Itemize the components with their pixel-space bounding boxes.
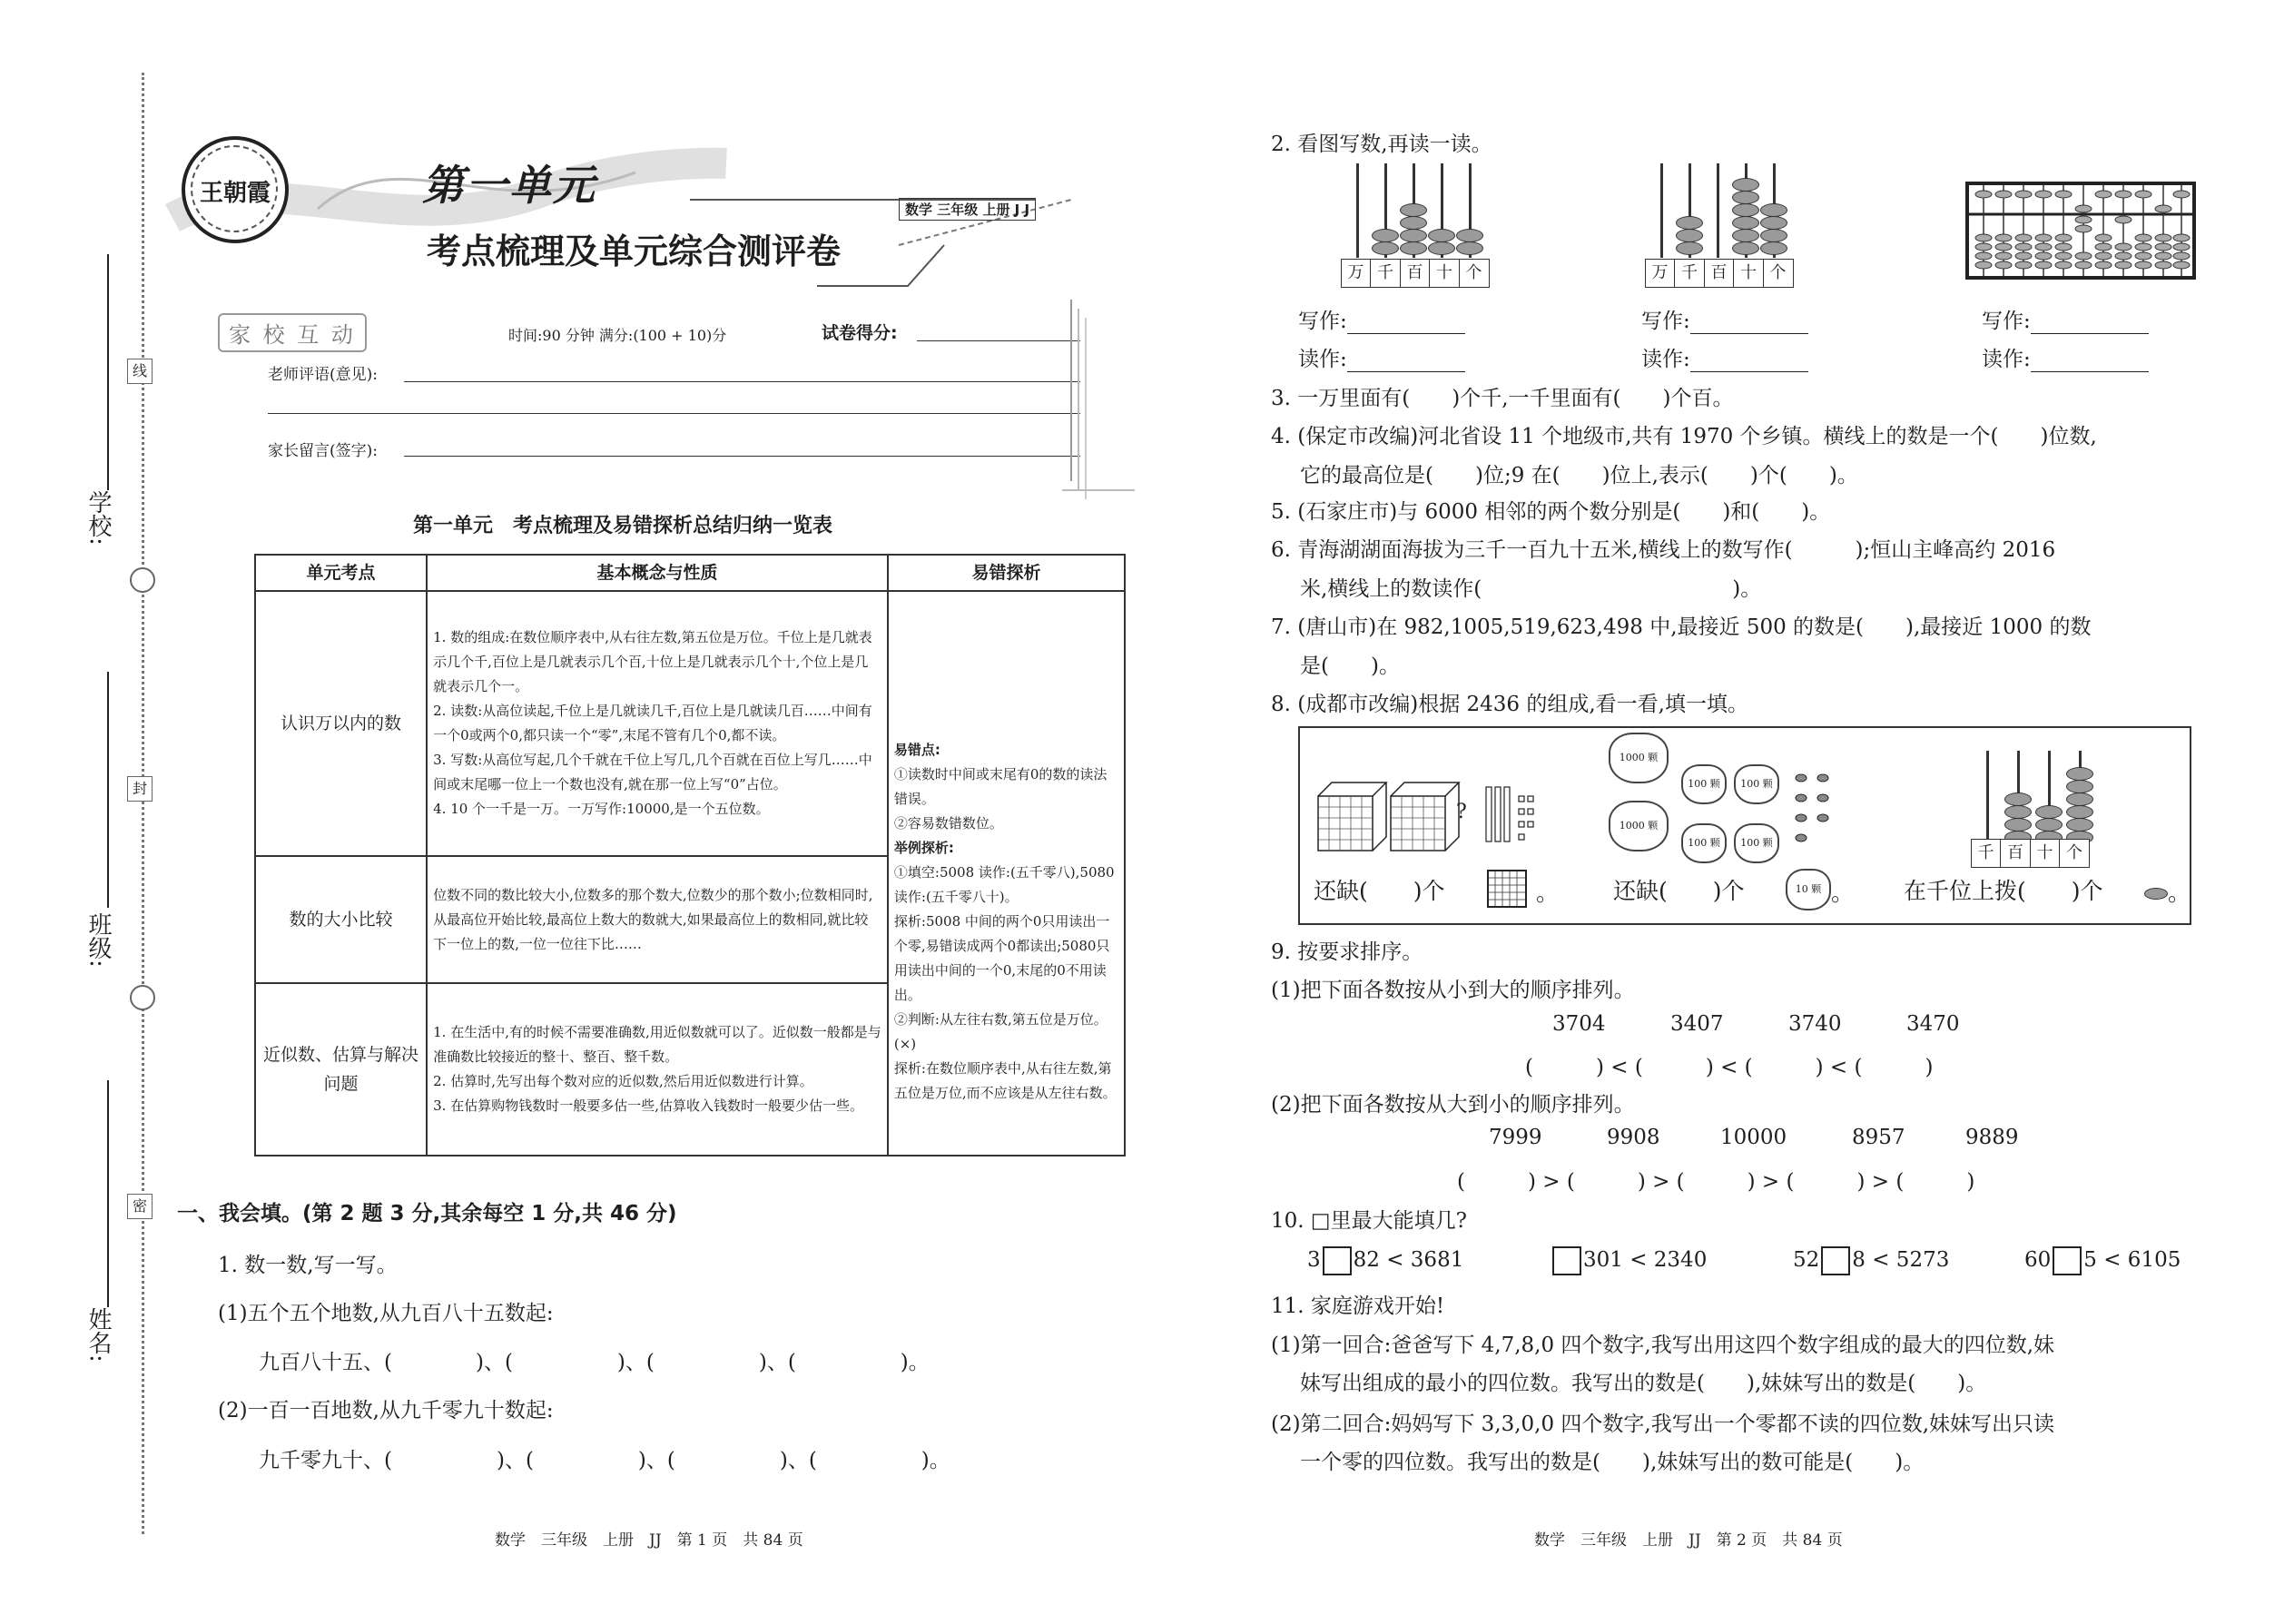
page-title: 考点梳理及单元综合测评卷 — [427, 231, 842, 271]
q8-right-answer — [1904, 873, 2103, 906]
binding-hole — [130, 567, 155, 593]
write-label — [1641, 304, 1808, 334]
content-para: 位数不同的数比较大小,位数多的那个数大,位数少的那个数小;位数相同时,从最高位开始比较,最高位上数大的数就大,如果最高位上的数相同,就比较下一位上的数,一位一位往下比…… — [433, 886, 873, 952]
place-value-row — [1342, 259, 1490, 288]
corner-stripes — [1062, 300, 1144, 499]
q9b-number: 9889 — [1965, 1126, 2019, 1149]
name-line — [107, 1080, 109, 1307]
unit-title: 第一单元 — [422, 161, 596, 210]
question-6-cont: 米,横线上的数读作( )。 — [1300, 577, 1762, 601]
read-text: 读作: — [1982, 348, 2031, 371]
question-11b: (2)第二回合:妈妈写下 3,3,0,0 四个数字,我写出一个零都不读的四位数,妹妹写出只读 — [1271, 1412, 2055, 1436]
exam-time: 时间:90 分钟 满分:(100 + 10)分 — [508, 327, 727, 344]
cut-mark-secret: 密 — [127, 1194, 153, 1219]
content-para: 1. 在生活中,有的时候不需要准确数,用近似数就可以了。近似数一般都是与准确数比较接近的整十、整百、整千数。 — [433, 1024, 881, 1065]
question-8: 8. (成都市改编)根据 2436 的组成,看一看,填一填。 — [1271, 693, 1748, 716]
q9b-number: 7999 — [1489, 1126, 1542, 1149]
question-1a: (1)五个五个地数,从九百八十五数起: — [218, 1302, 554, 1325]
question-6: 6. 青海湖湖面海拔为三千一百九十五米,横线上的数写作( );恒山主峰高约 2016 — [1271, 538, 2056, 562]
page-footer: 数学 三年级 上册 JJ 第 1 页 共 84 页 — [495, 1531, 803, 1550]
bag-1000: 1000 颗 — [1609, 801, 1669, 851]
bag-10: 10 颗 — [1786, 869, 1831, 910]
answer-box[interactable] — [2053, 1246, 2082, 1275]
section-heading: 一、我会填。(第 2 题 3 分,其余每空 1 分,共 46 分) — [177, 1202, 677, 1225]
cut-mark-seal: 封 — [127, 776, 153, 802]
error-para: ①读数时中间或末尾有0的数的读法错误。 — [893, 765, 1108, 807]
question-2: 2. 看图写数,再读一读。 — [1271, 133, 1492, 156]
topic-cell: 认识万以内的数 — [255, 591, 427, 856]
read-label — [1982, 342, 2149, 372]
place-label: 个 — [1763, 259, 1794, 288]
cut-mark-line: 线 — [127, 359, 153, 384]
error-para: ②判断:从左往右数,第五位是万位。 (×) — [893, 1010, 1108, 1052]
q9a-number: 3740 — [1788, 1012, 1842, 1036]
suanpan-abacus — [1965, 182, 2197, 281]
q9b-number: 8957 — [1852, 1126, 1905, 1149]
teacher-line — [404, 381, 1080, 382]
question-9b: (2)把下面各数按从大到小的顺序排列。 — [1271, 1093, 1635, 1117]
write-text: 写作: — [1982, 310, 2031, 333]
place-label: 百 — [1704, 259, 1735, 288]
class-line — [107, 672, 109, 908]
read-label — [1641, 342, 1808, 372]
series-badge: 数学 三年级 上册 J J — [899, 198, 1036, 221]
abacus-3 — [1972, 751, 2108, 851]
q9a-number: 3407 — [1670, 1012, 1724, 1036]
parent-label: 家长留言(签字): — [268, 442, 378, 460]
place-label: 千 — [1971, 839, 2002, 868]
question-3: 3. 一万里面有( )个千,一千里面有( )个百。 — [1271, 387, 1734, 410]
question-9a: (1)把下面各数按从小到大的顺序排列。 — [1271, 979, 1635, 1002]
place-label: 千 — [1370, 259, 1401, 288]
school-line — [107, 254, 109, 490]
score-line — [917, 340, 1080, 341]
bag-100: 100 颗 — [1734, 823, 1779, 863]
bag-100: 100 颗 — [1734, 764, 1779, 804]
q9a-number: 3470 — [1906, 1012, 1960, 1036]
q9b-number: 10000 — [1720, 1126, 1787, 1149]
answer-box[interactable] — [1323, 1246, 1352, 1275]
write-label — [1982, 304, 2149, 334]
q8-left-answer — [1314, 873, 1445, 906]
answer-box[interactable] — [1821, 1246, 1850, 1275]
question-7-cont: 是( )。 — [1300, 655, 1400, 678]
q10-item: 52 8 < 5273 — [1793, 1246, 1949, 1275]
bag-1000: 1000 颗 — [1609, 733, 1669, 783]
place-label: 个 — [1459, 259, 1490, 288]
q8-figure: ? 还缺( )个 。 1000 颗 1000 颗 100 颗 100 颗 100 颗 100 颗 还缺( )个 10 颗 。 千 百 十 个 在千位上拨( )个 。 — [1298, 726, 2191, 925]
content-para: 3. 写数:从高位写起,几个千就在千位上写几,几个百就在百位上写几……中间或末尾哪一位上一个数也没有,就在那一位上写“0”占位。 — [433, 752, 872, 792]
table-row — [255, 591, 1125, 856]
place-label: 十 — [1429, 259, 1460, 288]
error-para: 易错点: — [893, 741, 940, 758]
q9a-answer: ( ) < ( ) < ( ) < ( ) — [1525, 1056, 1934, 1079]
question-10: 10. □里最大能填几? — [1271, 1209, 1467, 1233]
read-text: 读作: — [1641, 348, 1690, 371]
teacher-line — [268, 413, 1080, 414]
question-9: 9. 按要求排序。 — [1271, 940, 1423, 964]
q8-question-mark: ? — [1456, 801, 1467, 823]
q10-item: 301 < 2340 — [1551, 1246, 1707, 1275]
place-value-row — [1972, 839, 2090, 868]
question-11a: (1)第一回合:爸爸写下 4,7,8,0 四个数字,我写出用这四个数字组成的最大的四位数,妹 — [1271, 1334, 2055, 1357]
place-label: 万 — [1341, 259, 1372, 288]
answer-1a: 九百八十五、( )、( )、( )、( )。 — [259, 1351, 930, 1374]
class-label: 班级: — [84, 912, 112, 968]
q10-item: 60 5 < 6105 — [2024, 1246, 2181, 1275]
error-para: 举例探析: — [893, 839, 954, 856]
table-header: 单元考点 — [255, 555, 427, 591]
summary-title: 第一单元 考点梳理及易错探析总结归纳一览表 — [413, 515, 833, 537]
answer-box[interactable] — [1552, 1246, 1581, 1275]
question-1b: (2)一百一百地数,从九千零九十数起: — [218, 1399, 554, 1422]
question-1: 1. 数一数,写一写。 — [218, 1254, 398, 1277]
binding-dotted-line — [142, 73, 144, 1534]
content-para: 2. 读数:从高位读起,千位上是几就读几千,百位上是几就读几百……中间有一个0或两个0,都只读一个“零”,末尾不管有几个0,都不读。 — [433, 703, 872, 743]
q9b-answer: ( ) > ( ) > ( ) > ( ) > ( ) — [1457, 1170, 1975, 1194]
place-label: 十 — [1733, 259, 1764, 288]
error-para: 探析:5008 中间的两个0只用读出一个零,易错读成两个0都读出;5080只用读出中间的一个0,末尾的0不用读出。 — [893, 912, 1110, 1003]
question-11: 11. 家庭游戏开始! — [1271, 1294, 1445, 1318]
parent-line — [404, 456, 1080, 457]
place-label: 百 — [1400, 259, 1431, 288]
error-para: 探析:在数位顺序表中,从右往左数,第五位是万位,而不应该是从左往右数。 — [893, 1059, 1117, 1101]
error-para: ①填空:5008 读作:(五千零八),5080 读作:(五千零八十)。 — [893, 863, 1115, 905]
answer-1b: 九千零九十、( )、( )、( )、( )。 — [259, 1449, 950, 1472]
q8-left-text: 还缺( )个 — [1314, 878, 1445, 904]
place-label: 个 — [2059, 839, 2090, 868]
q8-mid-text: 还缺( )个 — [1613, 878, 1745, 904]
content-para: 3. 在估算购物钱数时一般要多估一些,估算收入钱数时一般要少估一些。 — [433, 1097, 863, 1114]
question-7: 7. (唐山市)在 982,1005,519,623,498 中,最接近 500 的数是( ),最接近 1000 的数 — [1271, 615, 2092, 639]
place-label: 千 — [1674, 259, 1705, 288]
read-text: 读作: — [1298, 348, 1347, 371]
question-4-cont: 它的最高位是( )位;9 在( )位上,表示( )个( )。 — [1300, 464, 1858, 487]
topic-cell: 近似数、估算与解决问题 — [255, 983, 427, 1156]
q8-right-text: 在千位上拨( )个 — [1904, 878, 2103, 904]
logo — [182, 136, 289, 243]
place-value-row — [1646, 259, 1794, 288]
teacher-label: 老师评语(意见): — [268, 366, 378, 384]
place-label: 十 — [2030, 839, 2061, 868]
content-para: 4. 10 个一千是一万。一万写作:10000,是一个五位数。 — [433, 801, 770, 817]
content-cell — [427, 856, 888, 983]
score-label: 试卷得分: — [822, 323, 898, 343]
read-label — [1298, 342, 1465, 372]
school-label: 学校: — [84, 490, 112, 546]
write-text: 写作: — [1641, 310, 1690, 333]
topic-cell: 数的大小比较 — [255, 856, 427, 983]
bead-icon — [2144, 888, 2168, 900]
content-para: 2. 估算时,先写出每个数对应的近似数,然后用近似数进行计算。 — [433, 1073, 813, 1089]
question-11b-cont: 一个零的四位数。我写出的数是( ),妹妹写出的数可能是( )。 — [1300, 1451, 1925, 1474]
name-label: 姓名: — [84, 1307, 112, 1363]
question-4: 4. (保定市改编)河北省设 11 个地级市,共有 1970 个乡镇。横线上的数是一个( )位数, — [1271, 425, 2097, 448]
q10-item: 3 82 < 3681 — [1307, 1246, 1463, 1275]
abacus-2 — [1646, 163, 1805, 263]
logo-text: 王朝霞 — [199, 180, 271, 207]
question-11a-cont: 妹写出组成的最小的四位数。我写出的数是( ),妹妹写出的数是( )。 — [1300, 1372, 1987, 1395]
content-cell — [427, 591, 888, 856]
q8-mid-answer — [1613, 873, 1745, 906]
q9b-number: 9908 — [1607, 1126, 1660, 1149]
abacus-1 — [1342, 163, 1501, 263]
table-header-row — [255, 555, 1125, 591]
hundred-flat-icon — [1486, 869, 1530, 909]
binding-hole — [130, 985, 155, 1010]
error-cell — [888, 591, 1125, 1156]
summary-table — [254, 554, 1126, 1156]
jiaxiao-badge: 家 校 互 动 — [218, 313, 367, 352]
table-header: 基本概念与性质 — [427, 555, 888, 591]
error-para: ②容易数错数位。 — [893, 814, 1003, 832]
write-text: 写作: — [1298, 310, 1347, 333]
content-para: 1. 数的组成:在数位顺序表中,从右往左数,第五位是万位。千位上是几就表示几个千,百位上是几就表示几个百,十位上是几就表示几个十,个位上是几就表示几个一。 — [433, 629, 872, 694]
table-header: 易错探析 — [888, 555, 1125, 591]
write-label — [1298, 304, 1465, 334]
q9a-number: 3704 — [1552, 1012, 1606, 1036]
question-5: 5. (石家庄市)与 6000 相邻的两个数分别是( )和( )。 — [1271, 500, 1831, 524]
page-footer: 数学 三年级 上册 JJ 第 2 页 共 84 页 — [1534, 1531, 1843, 1550]
content-cell — [427, 983, 888, 1156]
candy-icons — [1790, 769, 1836, 851]
cube-blocks — [1314, 778, 1541, 855]
bag-100: 100 颗 — [1681, 823, 1727, 863]
place-label: 万 — [1645, 259, 1676, 288]
place-label: 百 — [2000, 839, 2031, 868]
bag-100: 100 颗 — [1681, 764, 1727, 804]
